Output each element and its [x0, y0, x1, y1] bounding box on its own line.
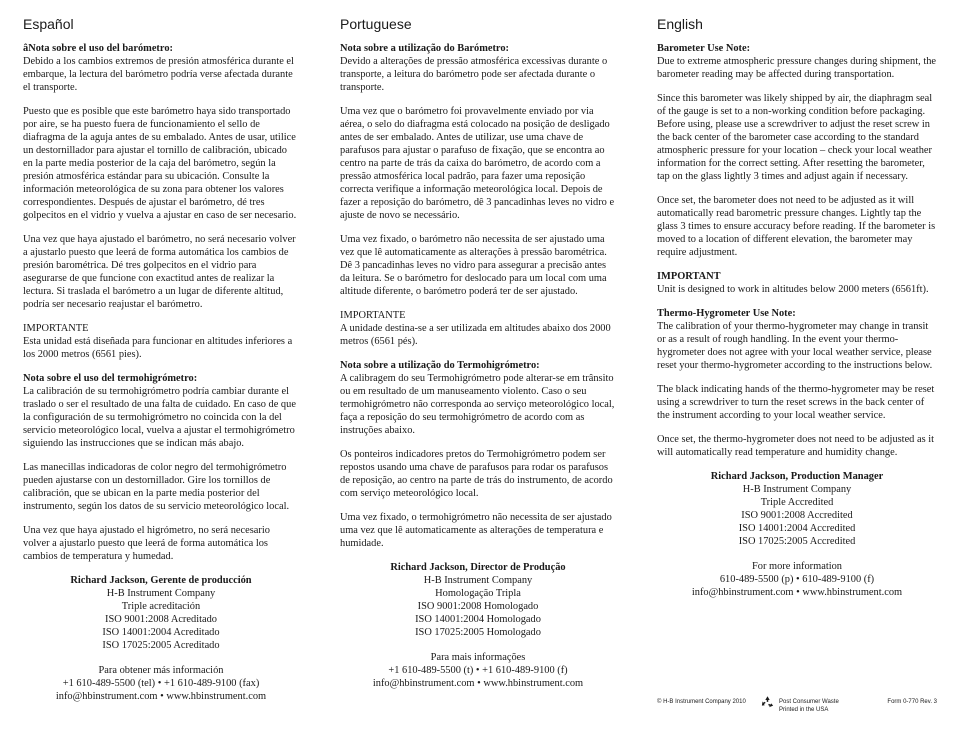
column-english	[657, 15, 937, 599]
paragraph: Devido a alterações de pressão atmosférica excessivas durante o transporte, a leitura do barómetro pode ser afectada durante o transporte.	[340, 56, 608, 93]
barometer-note	[23, 42, 299, 94]
contact-block	[340, 651, 616, 690]
paragraph: Since this barometer was likely shipped by air, the diaphragm seal of the gauge is set to a non-working condition before packaging. Before using, please use a screwdriver to adjust the reset screw in the back center of the barometer case according to the standard atmospheric pressure for your location – check your local weather information for the correct setting. After resetting the barometer, tap on the glass lightly 3 times and adjust again if necessary.	[657, 93, 933, 182]
signature-line: ISO 14001:2004 Acreditado	[102, 627, 220, 638]
copyright-text: © H-B Instrument Company 2010	[657, 699, 746, 705]
paragraph: Uma vez fixado, o barómetro não necessita de ser ajustado uma vez que lê automaticamente as alterações à pressão barométrica. Dê 3 pancadinhas leves no vidro para assegurar a precisão antes da leitura. Se o barómetro for deslocado para um local com uma altitude diferente, o barómetro poderá ter de ser ajustado.	[340, 234, 607, 297]
contact-line: info@hbinstrument.com • www.hbinstrument.com	[372, 678, 584, 689]
paragraph: Os ponteiros indicadores pretos do Termohigrómetro podem ser repostos usando uma chave de parafusos para rodar os parafusos de reposição, ao centro na parte de trás do instrumento, de acordo com serviço meteorológico local.	[340, 449, 613, 499]
paragraph: Unit is designed to work in altitudes below 2000 meters (6561ft).	[657, 284, 929, 295]
section-heading: Thermo-Hygrometer Use Note:	[657, 308, 796, 319]
important-note	[340, 309, 616, 348]
signature-line: Homologação Tripla	[435, 588, 521, 599]
language-title: Español	[23, 16, 74, 32]
post-consumer-text: Post Consumer Waste	[779, 699, 839, 705]
paragraph: Una vez que haya ajustado el barómetro, no será necesario volver a ajustarlo puesto que leerá de forma automática los cambios de presión barométrica. Dé tres golpecitos en el vidrio para asegurarse de que funcione con exactitud antes de realizar la lectura. Si traslada el barómetro a un lugar de diferente altitud, podría ser necesario reajustar el barómetro.	[23, 234, 296, 310]
paragraph: Esta unidad está diseñada para funcionar en altitudes inferiores a los 2000 metros (6561 pies).	[23, 336, 293, 360]
paragraph: The calibration of your thermo-hygrometer may change in transit or as a result of rough handling. In the event your thermo-hygrometer does not agree with your local weather service, please reset your thermo-hygrometer according to the instructions below.	[657, 321, 933, 371]
signature-line: ISO 14001:2004 Homologado	[415, 614, 541, 625]
language-title: Portuguese	[340, 16, 412, 32]
paragraph: La calibración de su termohigrómetro podría cambiar durante el traslado o ser el resultado de una falta de cuidado. En caso de que la configuración de su termohigrómetro no coincida con la del servicio meteorológico local, vuelva a ajustar el termohigrómetro siguiendo las instrucciones que se indican más abajo.	[23, 386, 296, 449]
signature-block	[23, 574, 299, 652]
paragraph: A calibragem do seu Termohigrómetro pode alterar-se em trânsito ou em resultado de um manuseamento violento. Caso o seu termohigrómetro não corresponda ao serviço meteorológico local, faça a reposição do seu termohigrómetro de acordo com as instruções abaixo.	[340, 373, 615, 436]
thermo-note	[340, 359, 616, 437]
barometer-note	[657, 42, 937, 81]
signature-line: ISO 17025:2005 Accredited	[738, 536, 856, 547]
contact-line: +1 610-489-5500 (t) • +1 610-489-9100 (f)	[388, 665, 568, 676]
paragraph: Debido a los cambios extremos de presión atmosférica durante el embarque, la lectura del barómetro podría verse afectada durante el transporte.	[23, 56, 294, 93]
section-heading: Nota sobre a utilização do Termohigrómetro:	[340, 360, 540, 371]
important-note	[23, 322, 299, 361]
barometer-note	[340, 42, 616, 94]
contact-line: For more information	[751, 561, 843, 572]
paragraph: Once set, the thermo-hygrometer does not need to be adjusted as it will automatically read temperature and humidity change.	[657, 434, 935, 458]
contact-block	[657, 560, 937, 599]
paragraph: Once set, the barometer does not need to be adjusted as it will automatically read barometric pressure changes. Lightly tap the glass 3 times to ensure accuracy before reading. If the barometer is moved to a location of different elevation, the barometer may require adjustment.	[657, 195, 936, 258]
column-spanish	[23, 15, 299, 703]
signature-line: H-B Instrument Company	[106, 588, 216, 599]
paragraph: A unidade destina-se a ser utilizada em altitudes abaixo dos 2000 metros (6561 pés).	[340, 323, 611, 347]
contact-line: Para obtener más información	[98, 665, 224, 676]
thermo-note	[657, 307, 937, 372]
contact-line: +1 610-489-5500 (tel) • +1 610-489-9100 (fax)	[62, 678, 260, 689]
signature-name: Richard Jackson, Gerente de producción	[70, 575, 252, 586]
section-heading: IMPORTANT	[657, 271, 721, 282]
signature-line: Triple acreditación	[121, 601, 201, 612]
contact-line: Para mais informações	[430, 652, 526, 663]
section-heading: IMPORTANTE	[23, 323, 89, 334]
signature-block	[657, 470, 937, 548]
contact-line: info@hbinstrument.com • www.hbinstrument.com	[55, 691, 267, 702]
signature-name: Richard Jackson, Production Manager	[710, 471, 884, 482]
contact-line: 610-489-5500 (p) • 610-489-9100 (f)	[719, 574, 875, 585]
section-heading: âNota sobre el uso del barómetro:	[23, 43, 173, 54]
section-heading: Nota sobre el uso del termohigrómetro:	[23, 373, 198, 384]
paragraph: Las manecillas indicadoras de color negro del termohigrómetro pueden ajustarse con un destornillador. Gire los tornillos de calibración, que se ubican en la parte media posterior del instrumento, según los datos de su servicio meteorológico local.	[23, 462, 290, 512]
thermo-note	[23, 372, 299, 450]
column-portuguese	[340, 15, 616, 690]
signature-line: ISO 17025:2005 Acreditado	[102, 640, 220, 651]
signature-line: Triple Accredited	[760, 497, 834, 508]
contact-line: info@hbinstrument.com • www.hbinstrument.com	[691, 587, 903, 598]
language-title: English	[657, 16, 703, 32]
signature-line: ISO 17025:2005 Homologado	[415, 627, 541, 638]
section-heading: Nota sobre a utilização do Barómetro:	[340, 43, 510, 54]
paragraph: Una vez que haya ajustado el higrómetro, no será necesario volver a ajustarlo puesto que leerá de forma automática los cambios de temperatura y humedad.	[23, 525, 270, 562]
paragraph: Puesto que es posible que este barómetro haya sido transportado por aire, se ha puesto fuera de funcionamiento el sello de diafragma de la aguja antes de su embalado. Antes de usar, utilice un destornillador para ajustar el tornillo de calibración, ubicado en la parte media posterior de la caja del barómetro, según la presión atmosférica estándar para su ubicación. Consulte la información meteorológica de su zona para obtener los valores correspondientes. Después de ajustar el barómetro, dé tres golpecitos en el vidrio y vuelva a ajustar en caso de ser necesario.	[23, 106, 297, 221]
printed-in-text: Printed in the USA	[779, 707, 829, 713]
paragraph: Due to extreme atmospheric pressure changes during shipment, the barometer reading may be affected during transportation.	[657, 56, 937, 80]
signature-line: ISO 9001:2008 Acreditado	[105, 614, 217, 625]
form-number: Form 0-770 Rev. 3	[887, 699, 937, 705]
paragraph: Uma vez fixado, o termohigrómetro não necessita de ser ajustado uma vez que lê automaticamente as alterações de temperatura e humidade.	[340, 512, 612, 549]
contact-block	[23, 664, 299, 703]
signature-line: H-B Instrument Company	[742, 484, 852, 495]
signature-name: Richard Jackson, Director de Produção	[390, 562, 566, 573]
recycle-icon	[760, 695, 775, 710]
signature-line: H-B Instrument Company	[423, 575, 533, 586]
signature-line: ISO 9001:2008 Homologado	[417, 601, 539, 612]
section-heading: IMPORTANTE	[340, 310, 406, 321]
signature-line: ISO 9001:2008 Accredited	[741, 510, 853, 521]
section-heading: Barometer Use Note:	[657, 43, 751, 54]
signature-block	[340, 561, 616, 639]
important-note	[657, 270, 937, 296]
paragraph: Uma vez que o barómetro foi provavelmente enviado por via aérea, o selo do diafragma está colocado na posição de desligado antes de ser embalado. Antes de utilizar, use uma chave de parafusos para ajustar o parafuso de fixação, que se encontra ao centro na parte de trás da caixa do barómetro, de acordo com a pressão atmosférica local padrão, para fazer uma reposição correcta verifique a informação meteorológica local. Depois de fazer a reposição do barómetro, dê 3 pancadinhas leves no vidro e ajuste de novo se necessário.	[340, 106, 615, 221]
paragraph: The black indicating hands of the thermo-hygrometer may be reset using a screwdriver to turn the reset screws in the back center of the instrument according to your local weather service.	[657, 384, 935, 421]
signature-line: ISO 14001:2004 Accredited	[738, 523, 856, 534]
